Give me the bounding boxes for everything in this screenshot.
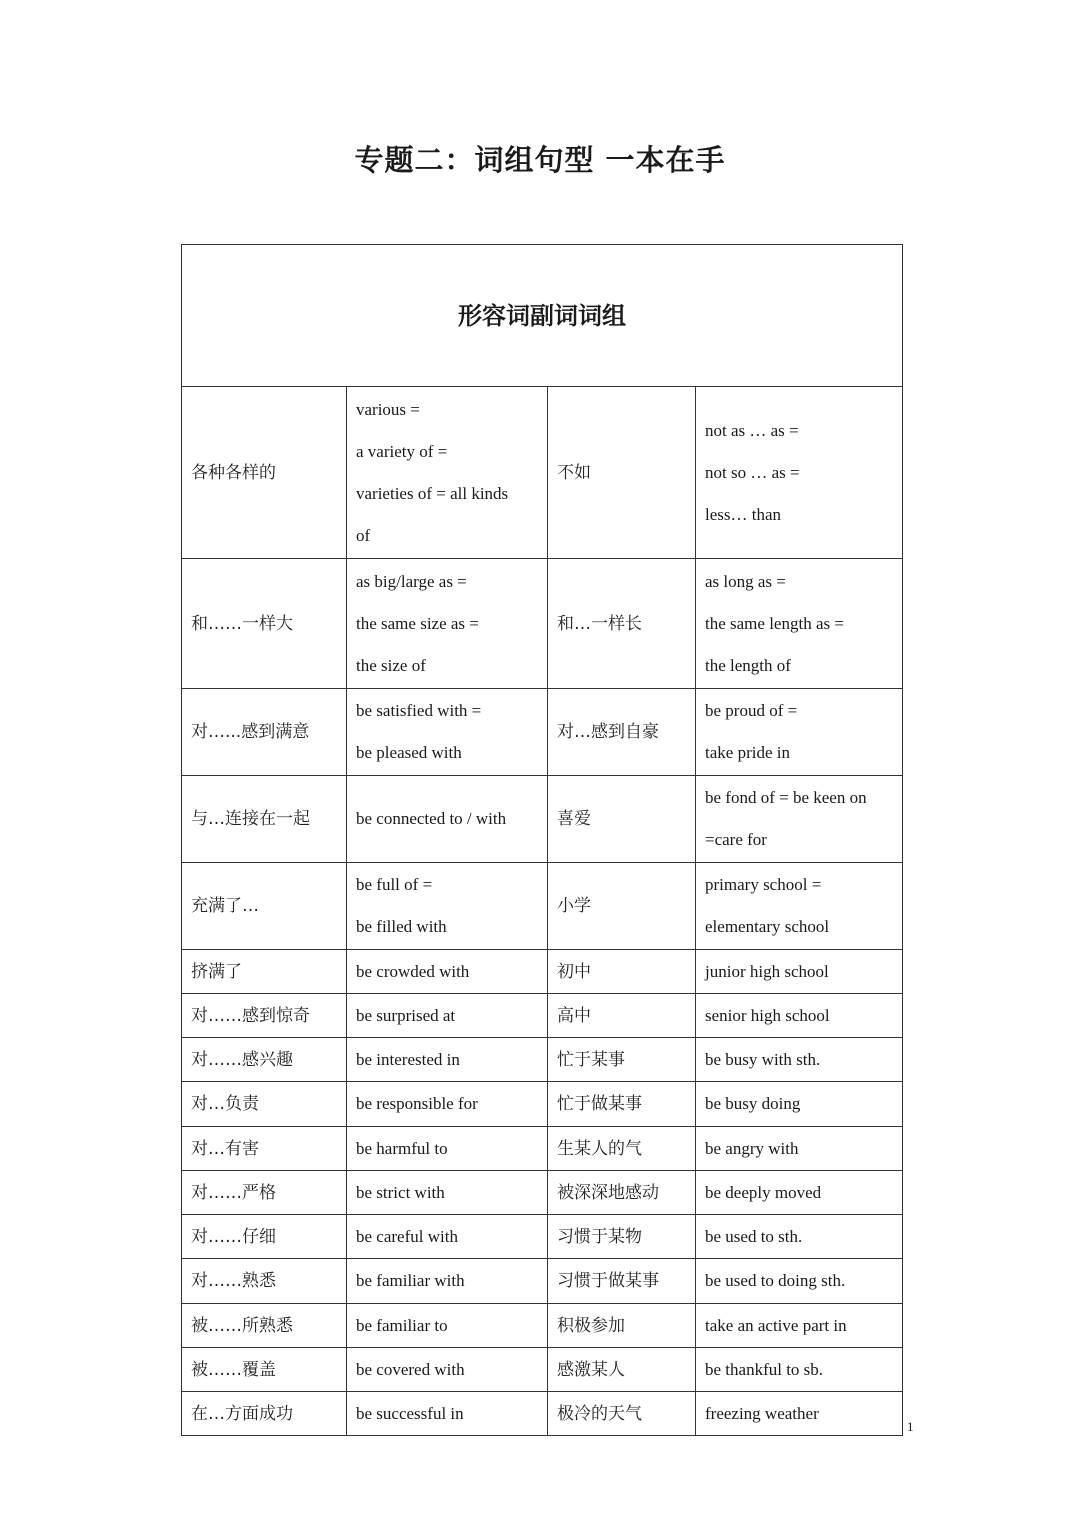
chinese-meaning-cell: 忙于做某事: [548, 1082, 696, 1127]
english-phrase-line: be pleased with: [356, 743, 462, 762]
english-phrase-line: be strict with: [356, 1182, 445, 1202]
chinese-meaning-cell: 生某人的气: [548, 1127, 696, 1171]
table-row: [182, 1127, 903, 1171]
english-phrase-line: be filled with: [356, 917, 447, 936]
english-phrase-line: take pride in: [705, 743, 790, 762]
english-phrase-cell: [696, 1127, 903, 1171]
english-phrase-line: as long as =: [705, 571, 786, 591]
english-phrase-cell: [696, 1348, 903, 1392]
english-phrase-cell: [347, 994, 548, 1038]
chinese-meaning-cell: 习惯于做某事: [548, 1259, 696, 1304]
english-phrase-line: be used to doing sth.: [705, 1271, 846, 1290]
chinese-meaning-cell: 初中: [548, 950, 696, 994]
english-phrase-line: elementary school: [705, 917, 830, 936]
chinese-meaning-cell: 挤满了: [182, 950, 347, 994]
english-phrase-line: be proud of =: [705, 701, 798, 720]
table-row: [182, 1082, 903, 1127]
english-phrase-cell: [347, 559, 548, 689]
english-phrase-cell: [347, 1215, 548, 1259]
english-phrase-cell: [696, 1038, 903, 1082]
english-phrase-line: freezing weather: [705, 1403, 819, 1423]
english-phrase-line: be surprised at: [356, 1005, 456, 1025]
english-phrase-line: be harmful to: [356, 1138, 448, 1158]
english-phrase-line: the size of: [356, 655, 426, 675]
english-phrase-cell: [347, 1171, 548, 1215]
table-header: 形容词副词词组: [182, 245, 903, 387]
chinese-meaning-cell: 对…感到自豪: [548, 689, 696, 776]
table-row: [182, 559, 903, 689]
english-phrase-line: varieties of = all kinds: [356, 483, 509, 503]
english-phrase-cell: [696, 950, 903, 994]
english-phrase-line: primary school =: [705, 875, 822, 894]
english-phrase-line: be fond of = be keen on: [705, 788, 867, 807]
english-phrase-line: be connected to / with: [356, 809, 507, 828]
english-phrase-line: be busy with sth.: [705, 1049, 821, 1069]
chinese-meaning-cell: 高中: [548, 994, 696, 1038]
page-number: 1: [907, 1419, 914, 1434]
english-phrase-cell: [696, 1215, 903, 1259]
english-phrase-line: not so … as =: [705, 462, 800, 482]
english-phrase-cell: [347, 689, 548, 776]
english-phrase-line: be interested in: [356, 1049, 460, 1069]
english-phrase-line: be satisfied with =: [356, 701, 482, 720]
chinese-meaning-cell: 在…方面成功: [182, 1392, 347, 1436]
table-row: [182, 863, 903, 950]
english-phrase-line: =care for: [705, 830, 767, 849]
english-phrase-line: various =: [356, 399, 420, 419]
english-phrase-cell: [347, 1082, 548, 1127]
phrase-table: [181, 244, 903, 1436]
chinese-meaning-cell: 对…负责: [182, 1082, 347, 1127]
english-phrase-line: be deeply moved: [705, 1182, 822, 1202]
table-row: [182, 1038, 903, 1082]
english-phrase-cell: [347, 1038, 548, 1082]
english-phrase-cell: [347, 1259, 548, 1304]
english-phrase-line: the length of: [705, 655, 791, 675]
english-phrase-line: the same length as =: [705, 613, 844, 633]
english-phrase-cell: [696, 1304, 903, 1348]
english-phrase-line: of: [356, 525, 371, 545]
table-row: [182, 689, 903, 776]
table-row: [182, 994, 903, 1038]
table-row: [182, 1304, 903, 1348]
chinese-meaning-cell: 忙于某事: [548, 1038, 696, 1082]
english-phrase-cell: [696, 559, 903, 689]
table-row: [182, 1348, 903, 1392]
english-phrase-line: be successful in: [356, 1403, 464, 1423]
chinese-meaning-cell: 积极参加: [548, 1304, 696, 1348]
english-phrase-line: be careful with: [356, 1226, 458, 1246]
english-phrase-cell: [696, 689, 903, 776]
chinese-meaning-cell: 对……熟悉: [182, 1259, 347, 1304]
english-phrase-line: be familiar with: [356, 1271, 465, 1290]
table-row: [182, 387, 903, 559]
english-phrase-line: less… than: [705, 504, 782, 524]
english-phrase-cell: [696, 994, 903, 1038]
table-row: [182, 950, 903, 994]
table-row: [182, 1259, 903, 1304]
chinese-meaning-cell: 对……感到惊奇: [182, 994, 347, 1038]
chinese-meaning-cell: 和…一样长: [548, 559, 696, 689]
chinese-meaning-cell: 充满了…: [182, 863, 347, 950]
english-phrase-line: be full of =: [356, 875, 433, 894]
chinese-meaning-cell: 对…...感到满意: [182, 689, 347, 776]
english-phrase-line: the same size as =: [356, 613, 479, 633]
chinese-meaning-cell: 被……覆盖: [182, 1348, 347, 1392]
document-title: 专题二：词组句型 一本在手: [354, 143, 726, 177]
english-phrase-cell: [696, 387, 903, 559]
english-phrase-line: senior high school: [705, 1005, 830, 1025]
chinese-meaning-cell: 习惯于某物: [548, 1215, 696, 1259]
table-row: [182, 1171, 903, 1215]
english-phrase-line: as big/large as =: [356, 571, 467, 591]
english-phrase-line: a variety of =: [356, 441, 448, 461]
table-row: [182, 1215, 903, 1259]
english-phrase-line: be familiar to: [356, 1315, 448, 1335]
english-phrase-line: take an active part in: [705, 1315, 847, 1335]
chinese-meaning-cell: 感激某人: [548, 1348, 696, 1392]
english-phrase-cell: [696, 1082, 903, 1127]
chinese-meaning-cell: 和……一样大: [182, 559, 347, 689]
chinese-meaning-cell: 与…连接在一起: [182, 776, 347, 863]
english-phrase-line: be responsible for: [356, 1094, 478, 1113]
english-phrase-cell: [696, 1259, 903, 1304]
chinese-meaning-cell: 小学: [548, 863, 696, 950]
english-phrase-line: junior high school: [705, 961, 829, 981]
english-phrase-line: be thankful to sb.: [705, 1359, 824, 1379]
english-phrase-cell: [696, 863, 903, 950]
english-phrase-cell: [347, 1304, 548, 1348]
english-phrase-cell: [696, 776, 903, 863]
table-row: [182, 776, 903, 863]
chinese-meaning-cell: 对……感兴趣: [182, 1038, 347, 1082]
english-phrase-line: be angry with: [705, 1138, 799, 1158]
english-phrase-line: be covered with: [356, 1359, 465, 1379]
english-phrase-cell: [347, 950, 548, 994]
english-phrase-line: be busy doing: [705, 1094, 801, 1113]
chinese-meaning-cell: 被……所熟悉: [182, 1304, 347, 1348]
english-phrase-line: be crowded with: [356, 961, 470, 981]
english-phrase-cell: [347, 1348, 548, 1392]
english-phrase-cell: [347, 776, 548, 863]
english-phrase-cell: [347, 387, 548, 559]
english-phrase-cell: [347, 1392, 548, 1436]
chinese-meaning-cell: 极冷的天气: [548, 1392, 696, 1436]
english-phrase-cell: [347, 863, 548, 950]
chinese-meaning-cell: 对……严格: [182, 1171, 347, 1215]
table-row: [182, 1392, 903, 1436]
english-phrase-cell: [347, 1127, 548, 1171]
english-phrase-cell: [696, 1392, 903, 1436]
english-phrase-line: be used to sth.: [705, 1226, 803, 1246]
chinese-meaning-cell: 被深深地感动: [548, 1171, 696, 1215]
chinese-meaning-cell: 不如: [548, 387, 696, 559]
chinese-meaning-cell: 喜爱: [548, 776, 696, 863]
chinese-meaning-cell: 对……仔细: [182, 1215, 347, 1259]
chinese-meaning-cell: 对…有害: [182, 1127, 347, 1171]
english-phrase-cell: [696, 1171, 903, 1215]
chinese-meaning-cell: 各种各样的: [182, 387, 347, 559]
english-phrase-line: not as … as =: [705, 420, 799, 440]
